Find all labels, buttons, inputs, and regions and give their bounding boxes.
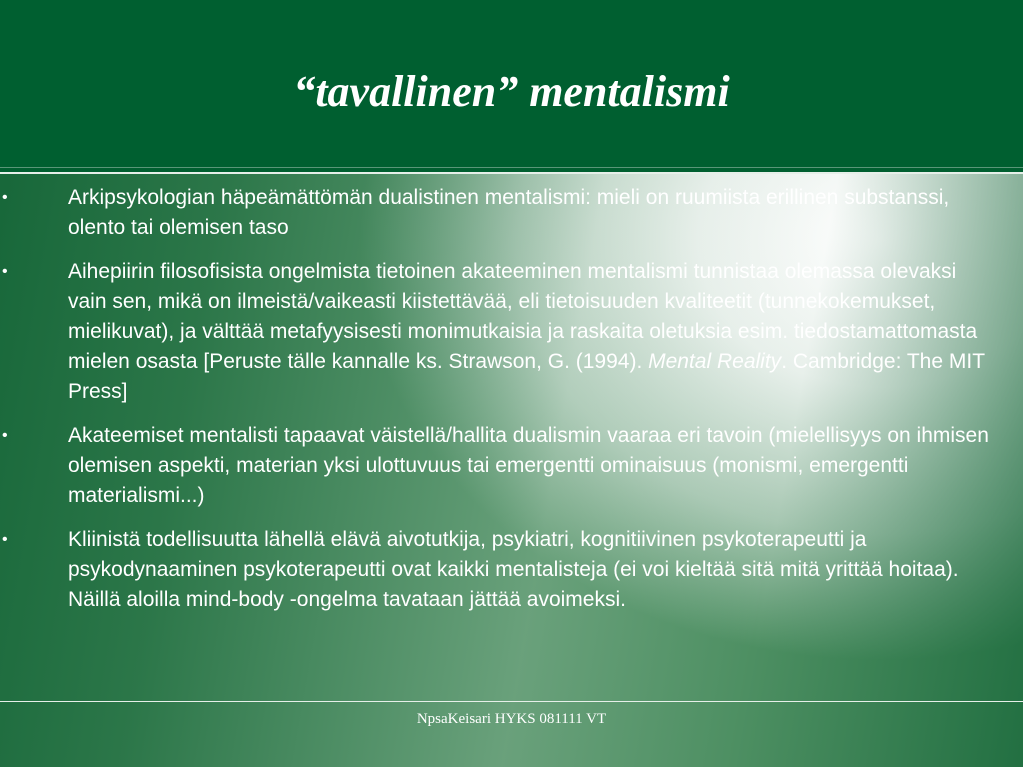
bullet-item [0,257,1023,407]
bullet-text-italic: Mental Reality [648,350,782,373]
bullet-item [0,183,1023,243]
bullet-icon: • [2,189,8,206]
bullet-text: Arkipsykologian häpeämättömän dualistinen mentalismi: mieli on ruumiista erillinen substanssi, olento tai olemisen taso [68,186,950,239]
bullet-text: Kliinistä todellisuutta lähellä elävä aivotutkija, psykiatri, kognitiivinen psykoterapeutti ja psykodynaaminen psykoterapeutti ovat kaikki mentalisteja (ei voi kieltää sitä mitä yrittää hoitaa). Näillä aloilla mind-body -ongelma tavataan jättää avoimeksi. [68,528,959,611]
bullet-item [0,525,1023,615]
bullet-text: Aihepiirin filosofisista ongelmista tietoinen akateeminen mentalismi tunnistaa olemassa olevaksi vain sen, mikä on ilmeistä/vaikeasti kiistettävää, eli tietoisuuden kvaliteetit (tunnekokemukset, mielikuvat), ja välttää metafyysisesti monimutkaisia ja raskaita oletuksia esim. tiedostamattomasta mielen osasta [Peruste tälle kannalle ks. Strawson, G. (1994). [68,260,978,373]
bullet-text: Akateemiset mentalisti tapaavat väistellä/hallita dualismin vaaraa eri tavoin (mielellisyys on ihmisen olemisen aspekti, materian yksi ulottuvuus tai emergentti ominaisuus (monismi, emergentti materialismi...) [68,424,989,507]
slide-title: “tavallinen” mentalismi [293,67,730,116]
bullet-icon: • [2,263,8,280]
bullet-icon: • [2,531,8,548]
title-band [0,0,1023,174]
footer-divider [0,701,1023,702]
slide-footer: NpsaKeisari HYKS 081111 VT [416,711,607,727]
bullet-text: . Cambridge: The MIT Press] [68,350,985,403]
bullet-item [0,421,1023,511]
bullet-list [0,183,1023,629]
bullet-icon: • [2,427,8,444]
